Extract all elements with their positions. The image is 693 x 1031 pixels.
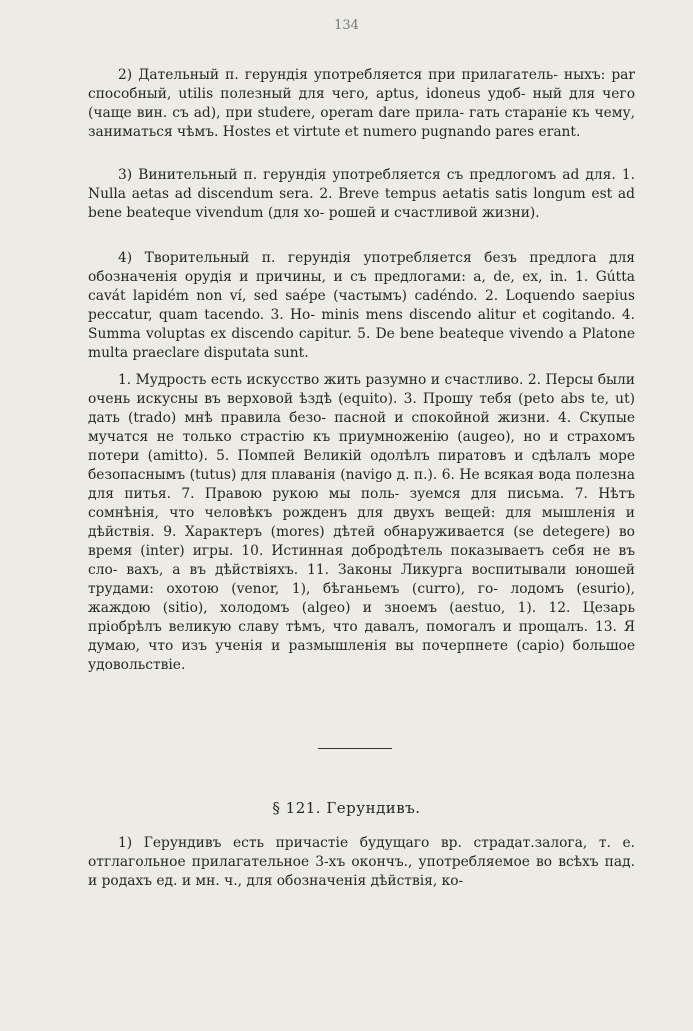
- exercise-paragraph: [88, 371, 635, 675]
- paragraph-ablative-gerund: [88, 249, 635, 363]
- paragraph-dative-gerund: [88, 66, 635, 142]
- paragraph-text: 3) Винительный п. герундія употребляется съ предлогомъ ad для. 1. Nulla aetas ad discendum sera. 2. Breve tempus aetatis satis longum est ad bene beateque vivendum (для хо- рошей и счастливой жизни).: [88, 167, 635, 221]
- page-number: 134: [334, 18, 359, 33]
- paragraph-text: 2) Дательный п. герундія употребляется при прилагатель- ныхъ: par способный, utilis полезный для чего, aptus, idoneus удоб- ный для чего (чаще вин. съ ad), при studere, operam dare прила- гать стараніе къ чему, заниматься чѣмъ. Hostes et virtute et numero pugnando pares erant.: [88, 67, 635, 140]
- section-heading: § 121. Герундивъ.: [272, 799, 421, 817]
- section-divider: [318, 748, 392, 749]
- paragraph-text: 1) Герундивъ есть причастіе будущаго вр. страдат.залога, т. е. отглагольное прилагательное 3-хъ окончъ., употребляемое во всѣхъ пад. и родахъ ед. и мн. ч., для обозначенія дѣйствія, ко-: [88, 835, 635, 889]
- paragraph-accusative-gerund: [88, 166, 635, 223]
- paragraph-text: 1. Мудрость есть искусство жить разумно и счастливо. 2. Персы были очень искусны въ верховой ѣздѣ (equito). 3. Прошу тебя (peto abs te, ut) дать (trado) мнѣ правила безо- пасной и спокойной жизни. 4. Скупые мучатся не только страстію къ приумноженію (augeo), но и страхомъ потери (amitto). 5. Помпей Великій одолѣлъ пиратовъ и сдѣлалъ море безопаснымъ (tutus) для плаванія (navigo д. п.). 6. Не всякая вода полезна для питья. 7. Правою рукою мы поль- зуемся для письма. 7. Нѣтъ сомнѣнія, что человѣкъ рожденъ для двухъ вещей: для мышленія и дѣйствія. 9. Характеръ (mores) дѣтей обнаруживается (se detegere) во время (inter) игры. 10. Истинная добродѣтель показываетъ себя не въ сло- вахъ, а въ дѣйствіяхъ. 11. Законы Ликурга воспитывали юношей трудами: охотою (venor, 1), бѣганьемъ (curro), го- лодомъ (esurio), жаждою (sitio), холодомъ (algeo) и зноемъ (aestuo, 1). 12. Цезарь пріобрѣлъ великую славу тѣмъ, что давалъ, помогалъ и прощалъ. 13. Я думаю, что изъ ученія и размышленія вы почерпнете (capio) большое удовольствіе.: [88, 372, 635, 673]
- gerundive-definition: [88, 834, 635, 891]
- paragraph-text: 4) Творительный п. герундія употребляется безъ предлога для обозначенія орудія и причины, и съ предлогами: a, de, ex, in. 1. Gútta cavát lapidém non ví, sed saépe (частымъ) cadéndo. 2. Loquendo saepius peccatur, quam tacendo. 3. Ho- minis mens discendo alitur et cogitando. 4. Summa voluptas ex discendo capitur. 5. De bene beateque vivendo a Platone multa praeclare disputata sunt.: [88, 250, 635, 361]
